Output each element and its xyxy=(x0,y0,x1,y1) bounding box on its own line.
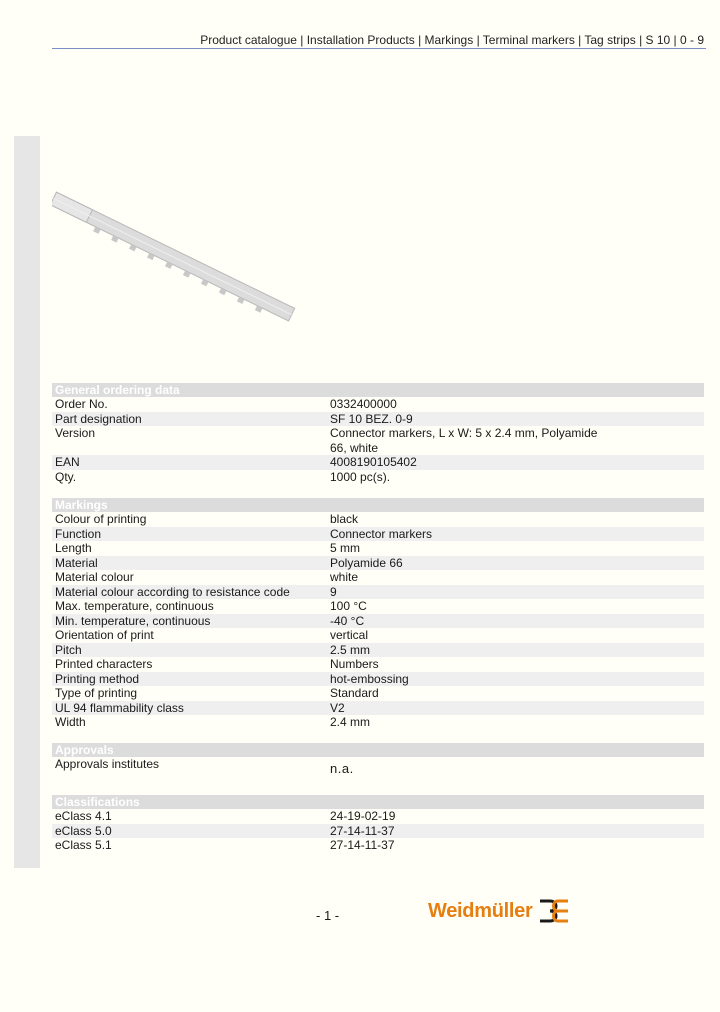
section-header-approvals: Approvals xyxy=(52,743,704,757)
breadcrumb: Product catalogue | Installation Products | Markings | Terminal markers | Tag strips | S 10 | 0 - 9 xyxy=(200,33,704,47)
table-row: Approvals institutes n.a. xyxy=(55,757,354,776)
table-row: Min. temperature, continuous -40 °C xyxy=(52,614,704,629)
table-row: Pitch 2.5 mm xyxy=(52,643,704,658)
brand-logo xyxy=(428,898,570,924)
table-row: Part designation SF 10 BEZ. 0-9 xyxy=(52,412,704,427)
classifications-table xyxy=(52,809,704,853)
section-header-general: General ordering data xyxy=(52,383,704,397)
sidebar-strip xyxy=(14,136,40,868)
logo-text: Weidmüller xyxy=(428,899,533,922)
table-row: Printed characters Numbers xyxy=(55,657,379,671)
table-row: eClass 5.1 27-14-11-37 xyxy=(55,838,395,852)
table-row: Function Connector markers xyxy=(52,527,704,542)
table-row: Version Connector markers, L x W: 5 x 2.4 mm, Polyamide 66, white xyxy=(55,426,598,455)
table-row: Material Polyamide 66 xyxy=(52,556,704,571)
logo-mark-icon xyxy=(538,898,570,924)
header-rule xyxy=(52,48,706,49)
section-header-markings: Markings xyxy=(52,498,704,512)
table-row: Order No. 0332400000 xyxy=(55,397,397,411)
table-row: Length 5 mm xyxy=(55,541,360,555)
table-row: UL 94 flammability class V2 xyxy=(52,701,704,716)
table-row: eClass 4.1 24-19-02-19 xyxy=(55,809,396,823)
table-row: Max. temperature, continuous 100 °C xyxy=(55,599,367,613)
approvals-table xyxy=(52,757,704,787)
general-table xyxy=(52,397,704,484)
table-row: Qty. 1000 pc(s). xyxy=(55,469,391,484)
table-row: EAN 4008190105402 xyxy=(52,455,704,470)
product-image xyxy=(52,190,302,330)
table-row: Orientation of print vertical xyxy=(55,628,369,642)
markings-table xyxy=(52,512,704,730)
page-number: - 1 - xyxy=(316,908,340,923)
table-row: eClass 5.0 27-14-11-37 xyxy=(52,824,704,839)
table-row: Material colour according to resistance code 9 xyxy=(52,585,704,600)
table-row: Printing method hot-embossing xyxy=(52,672,704,687)
table-row: Type of printing Standard xyxy=(55,686,379,700)
table-row: Material colour white xyxy=(55,570,359,584)
table-row: Width 2.4 mm xyxy=(55,715,371,729)
section-header-classifications: Classifications xyxy=(52,795,704,809)
table-row: Colour of printing black xyxy=(55,512,359,526)
